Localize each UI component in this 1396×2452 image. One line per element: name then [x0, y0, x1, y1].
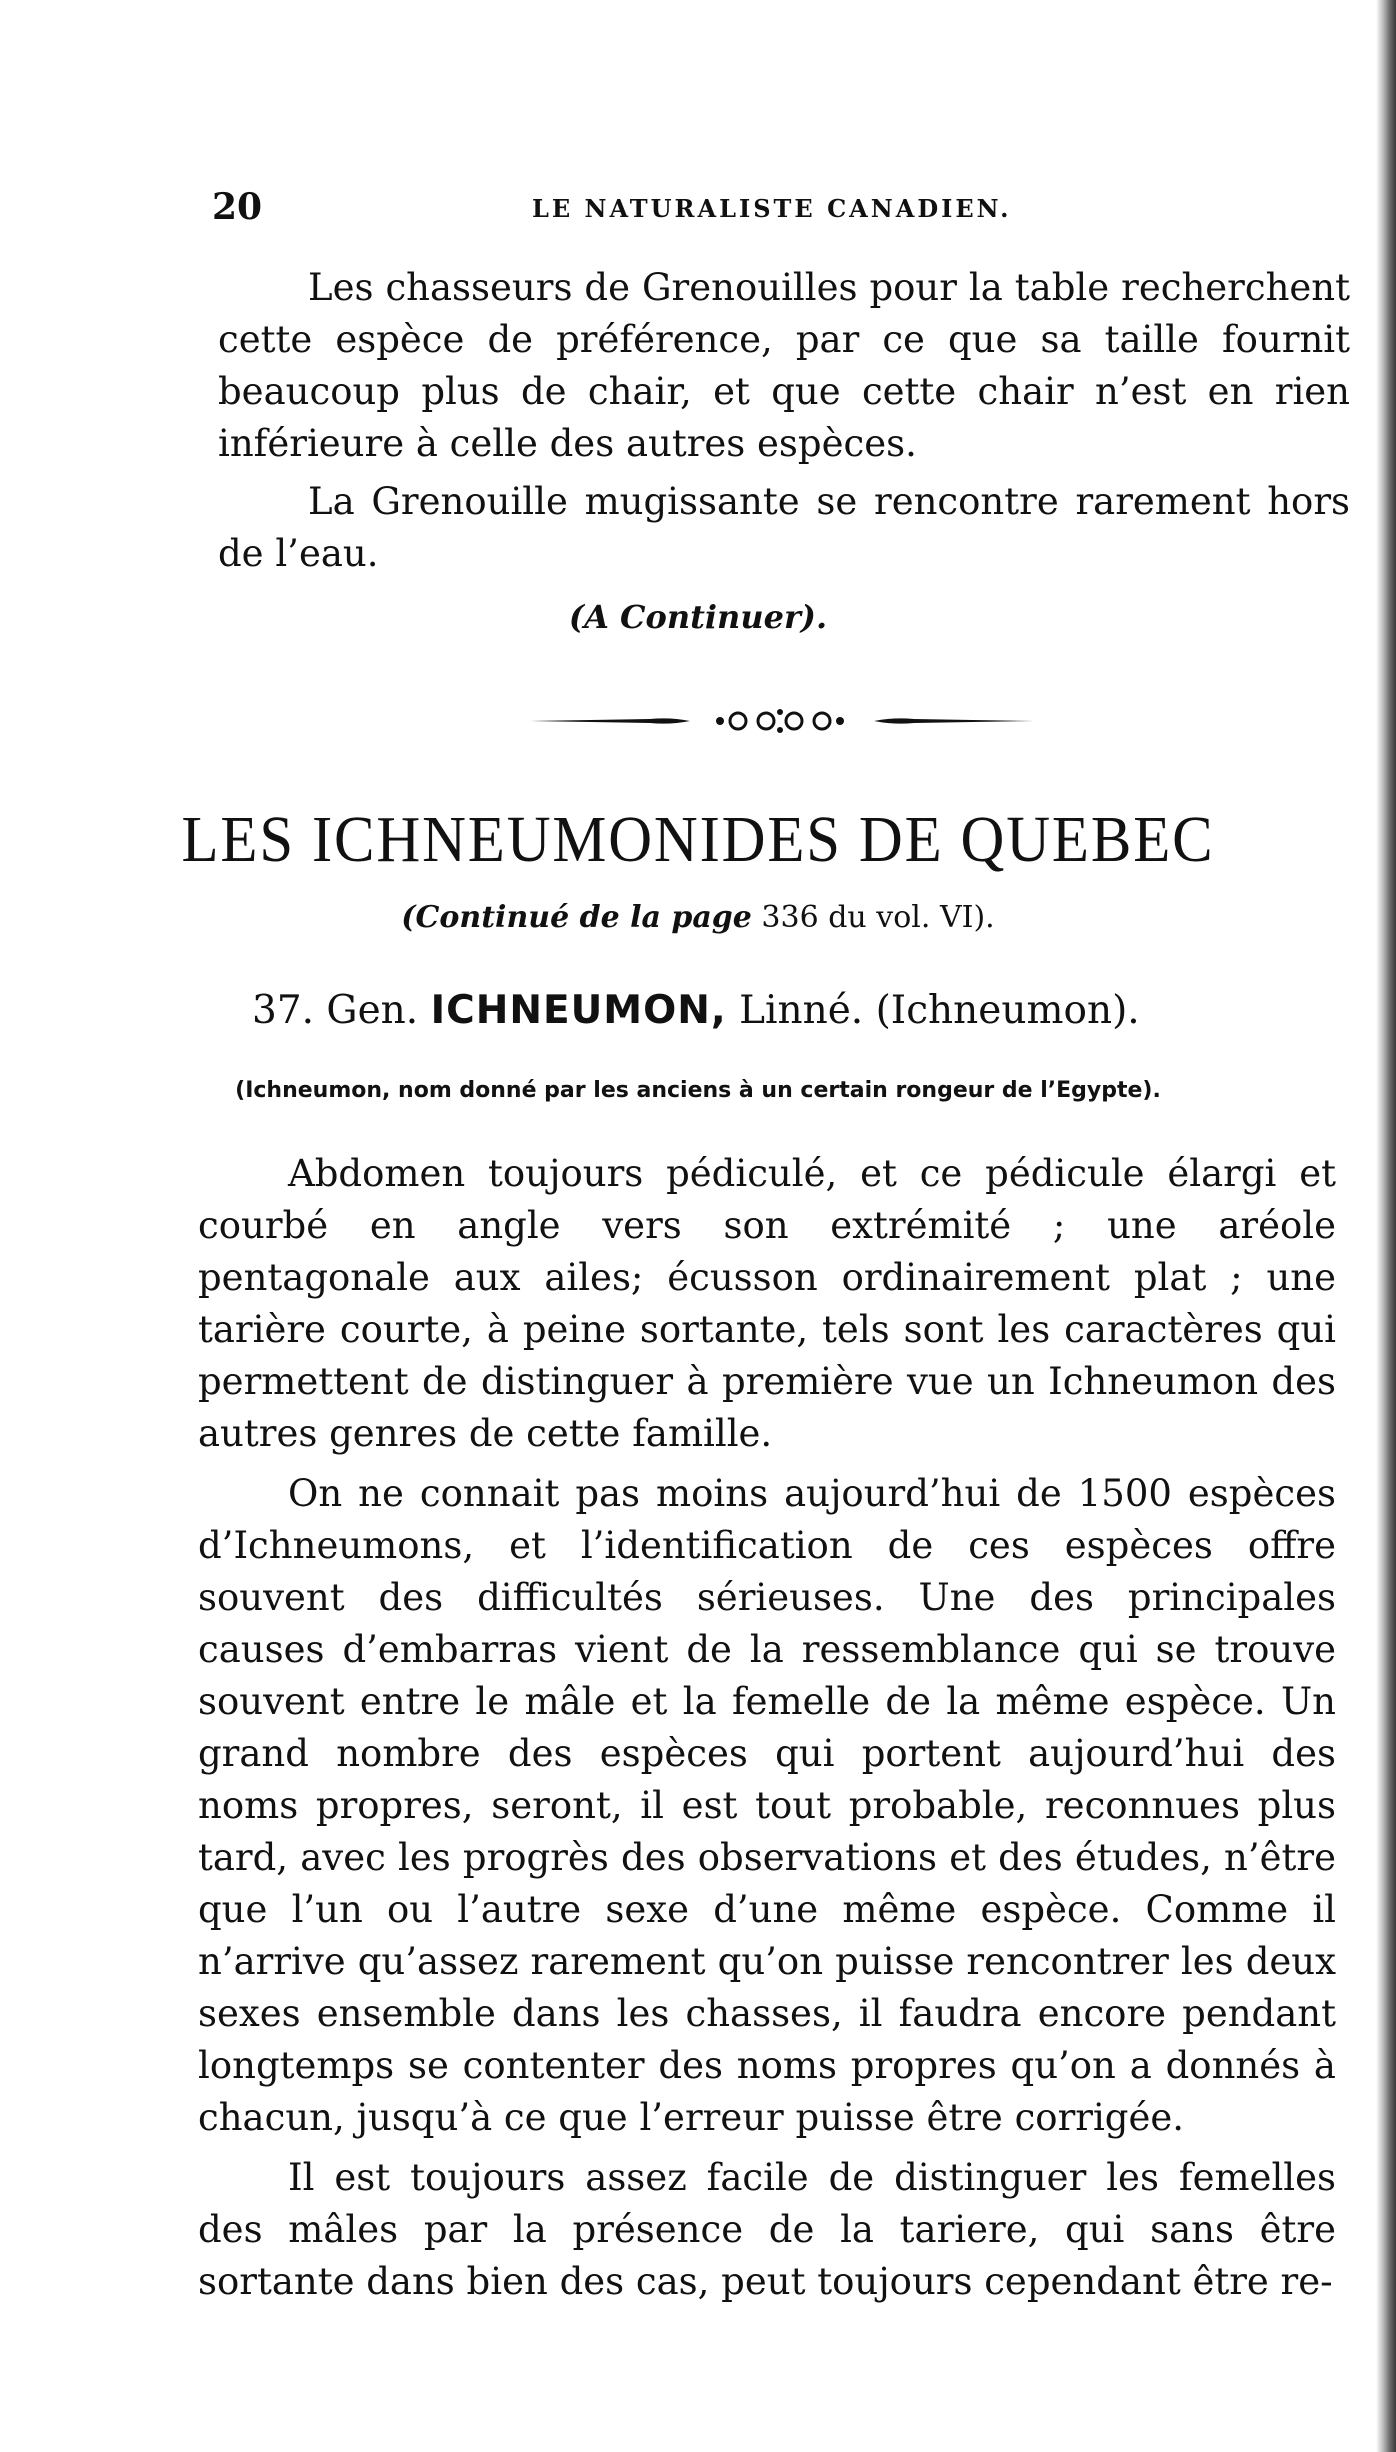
genus-name: ICHNEUMON,: [430, 988, 727, 1033]
running-title: LE NATURALISTE CANADIEN.: [532, 194, 1012, 223]
section-title: LES ICHNEUMONIDES DE QUEBEC: [181, 803, 1215, 876]
etymology-note: (Ichneumon, nom donné par les anciens à un certain rongeur de l’Egypte).: [235, 1078, 1161, 1103]
body-paragraph-1: Abdomen toujours pédiculé, et ce pédicule élargi et courbé en angle vers son extrémité ; une aréole pentagonale aux ailes; écusson ordinairement plat ; une tarière courte, à peine sortante, tels sont les caractères qui permettent de distinguer à première vue un Ichneumon des autres genres de cette famille.: [198, 1152, 1336, 1455]
body-paragraph-3: Il est toujours assez facile de distinguer les femelles des mâles par la présence de la tariere, qui sans être sortante dans bien des cas, peut toujours cependant être re-: [198, 2156, 1336, 2303]
genus-prefix: 37. Gen.: [252, 988, 431, 1033]
page-header: [212, 186, 1352, 236]
intro-text: [218, 262, 1350, 580]
subtitle-rest: 336 du vol. VI).: [751, 900, 995, 935]
genus-heading: [252, 988, 1140, 1033]
continue-note: (A Continuer).: [568, 598, 828, 636]
intro-paragraph-2: La Grenouille mugissante se rencontre rarement hors de l’eau.: [218, 480, 1350, 575]
section-subtitle: [0, 900, 1396, 935]
section-body: [198, 1148, 1336, 2308]
body-paragraph-2: On ne connait pas moins aujourd’hui de 1500 espèces d’Ichneumons, et l’identification de ces espèces offre souvent des difficultés sérieuses. Une des principales causes d’embarras vient de la ressemblance qui se trouve souvent entre le mâle et la femelle de la même espèce. Un grand nombre des espèces qui portent aujourd’hui des noms propres, seront, il est tout probable, reconnues plus tard, avec les progrès des observations et des études, n’être que l’un ou l’autre sexe d’une même espèce. Comme il n’arrive qu’assez rarement qu’on puisse rencontrer les deux sexes ensemble dans les chasses, il faudra encore pendant longtemps se contenter des noms propres qu’on a donnés à chacun, jusqu’à ce que l’erreur puisse être corrigée.: [198, 1472, 1336, 2139]
page-edge-shadow: [1376, 0, 1396, 2452]
page-number: 20: [212, 186, 263, 228]
intro-paragraph-1: Les chasseurs de Grenouilles pour la table recherchent cette espèce de préférence, par ce que sa taille fournit beaucoup plus de chair, et que cette chair n’est en rien inférieure à celle des autres espèces.: [218, 266, 1350, 465]
ornament-divider: [530, 706, 1034, 736]
subtitle-italic: (Continué de la page: [401, 900, 752, 935]
genus-suffix: Linné. (Ichneumon).: [726, 988, 1140, 1033]
